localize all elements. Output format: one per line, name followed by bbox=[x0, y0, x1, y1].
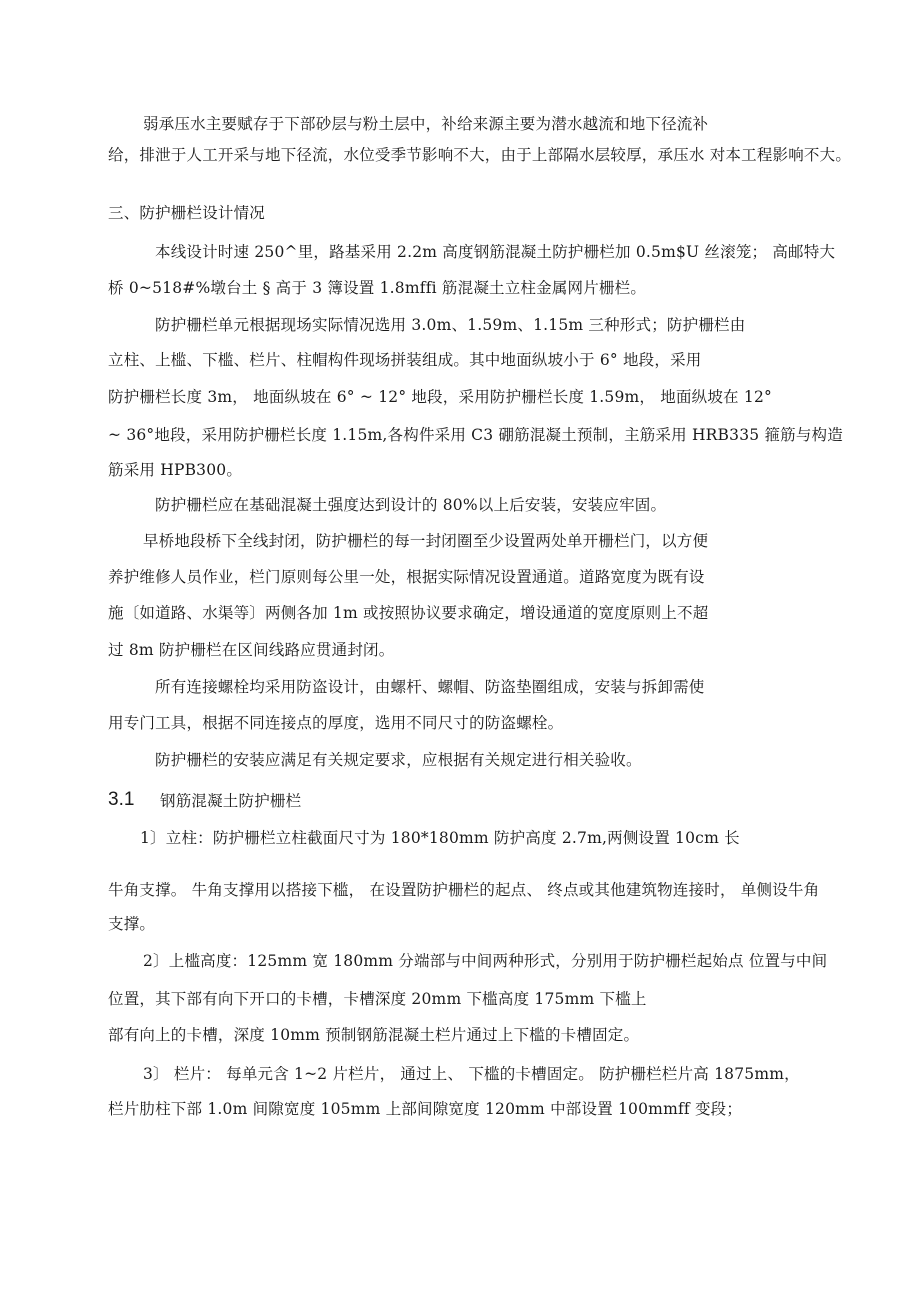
paragraph-line: 桥 0~518#%墩台土 § 高于 3 簿设置 1.8mffi 筋混凝土立柱金属网片栅栏。 bbox=[108, 279, 647, 297]
paragraph-line: 防护栅栏的安装应满足有关规定要求，应根据有关规定进行相关验收。 bbox=[155, 751, 642, 769]
paragraph-line: 养护维修人员作业，栏门原则每公里一处，根据实际情况设置通道。道路宽度为既有设 bbox=[108, 568, 705, 586]
subsection-title: 钢筋混凝土防护栅栏 bbox=[160, 792, 302, 810]
paragraph-line: 支撑。 bbox=[108, 915, 156, 933]
paragraph-line: 用专门工具，根据不同连接点的厚度，选用不同尺寸的防盗螺栓。 bbox=[108, 714, 564, 732]
paragraph-line: 3〕 栏片： 每单元含 1~2 片栏片， 通过上、 下槛的卡槽固定。 防护栅栏栏片高 1875mm， bbox=[143, 1065, 800, 1083]
paragraph-line: 筋采用 HPB300。 bbox=[108, 461, 243, 479]
paragraph-line: 本线设计时速 250^里，路基采用 2.2m 高度钢筋混凝土防护栅栏加 0.5m$U 丝滚笼； 高邮特大 bbox=[155, 243, 836, 261]
section-heading: 三、防护栅栏设计情况 bbox=[108, 204, 266, 222]
paragraph-line: 所有连接螺栓均采用防盗设计，由螺杆、螺帽、防盗垫圈组成，安装与拆卸需使 bbox=[155, 678, 705, 696]
paragraph-line: 防护栅栏单元根据现场实际情况选用 3.0m、1.59m、1.15m 三种形式；防护栅栏由 bbox=[155, 316, 746, 334]
paragraph-line: 部有向上的卡槽，深度 10mm 预制钢筋混凝土栏片通过上下槛的卡槽固定。 bbox=[108, 1026, 640, 1044]
paragraph-line: 过 8m 防护栅栏在区间线路应贯通封闭。 bbox=[108, 641, 395, 659]
paragraph-line: 防护栅栏长度 3m， 地面纵坡在 6° ~ 12° 地段，采用防护栅栏长度 1.59m， 地面纵坡在 12° bbox=[108, 388, 772, 406]
paragraph-line: ~ 36°地段，采用防护栅栏长度 1.15m,各构件采用 C3 硼筋混凝土预制，主筋采用 HRB335 箍筋与构造 bbox=[108, 426, 843, 444]
paragraph-line: 位置，其下部有向下开口的卡槽，卡槽深度 20mm 下槛高度 175mm 下槛上 bbox=[108, 990, 647, 1008]
paragraph-line: 牛角支撑。 牛角支撑用以搭接下槛， 在设置防护栅栏的起点、 终点或其他建筑物连接时， 单侧设牛角 bbox=[108, 881, 820, 899]
paragraph-line: 1〕立柱：防护栅栏立柱截面尺寸为 180*180mm 防护高度 2.7m,两侧设置 10cm 长 bbox=[140, 829, 740, 847]
paragraph-line: 早桥地段桥下全线封闭，防护栅栏的每一封闭圈至少设置两处单开栅栏门，以方便 bbox=[143, 532, 709, 550]
paragraph-line: 给，排泄于人工开采与地下径流，水位受季节影响不大，由于上部隔水层较厚，承压水 对本工程影响不大。 bbox=[108, 146, 852, 164]
paragraph-line: 弱承压水主要赋存于下部砂层与粉土层中，补给来源主要为潜水越流和地下径流补 bbox=[143, 115, 709, 133]
paragraph-line: 栏片肋柱下部 1.0m 间隙宽度 105mm 上部间隙宽度 120mm 中部设置 100mmff 变段； bbox=[108, 1100, 743, 1118]
paragraph-line: 防护栅栏应在基础混凝土强度达到设计的 80%以上后安装，安装应牢固。 bbox=[155, 496, 667, 514]
paragraph-line: 施〔如道路、水渠等〕两侧各加 1m 或按照协议要求确定，增设通道的宽度原则上不超 bbox=[108, 604, 709, 622]
section-number: 3.1 bbox=[108, 789, 135, 810]
paragraph-line: 2〕上槛高度：125mm 宽 180mm 分端部与中间两种形式，分别用于防护栅栏起始点 位置与中间 bbox=[143, 952, 828, 970]
paragraph-line: 立柱、上槛、下槛、栏片、柱帽构件现场拼装组成。其中地面纵坡小于 6° 地段，采用 bbox=[108, 351, 702, 369]
